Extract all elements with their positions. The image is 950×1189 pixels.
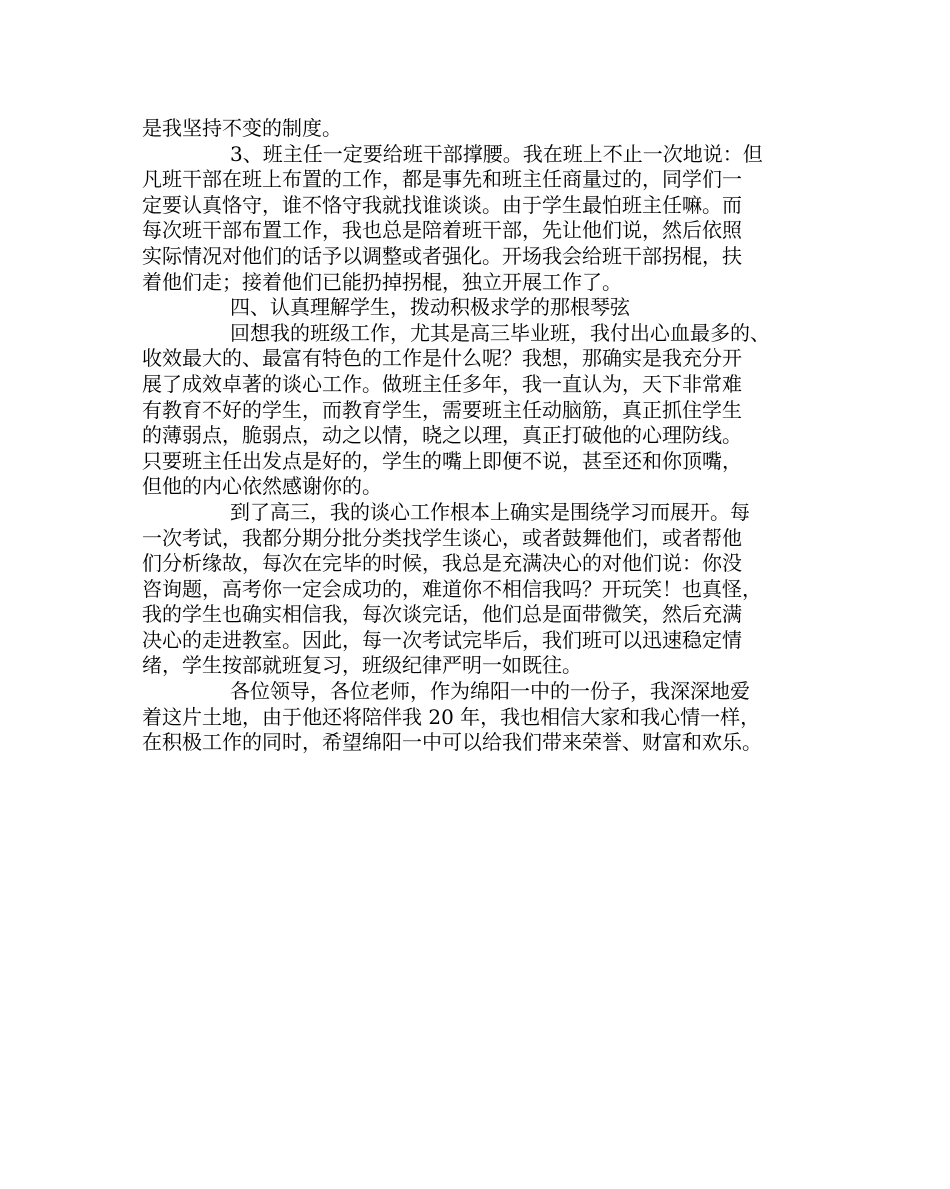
text-line: 凡班干部在班上布置的工作，都是事先和班主任商量过的，同学们一 bbox=[142, 167, 742, 192]
text-line: 到了高三，我的谈心工作根本上确实是围绕学习而展开。每 bbox=[230, 499, 750, 524]
text-line: 定要认真恪守，谁不恪守我就找谁谈谈。由于学生最怕班主任嘛。而 bbox=[142, 192, 742, 217]
text-line: 展了成效卓著的谈心工作。做班主任多年，我一直认为，天下非常难 bbox=[142, 371, 742, 396]
text-line: 3、班主任一定要给班干部撑腰。我在班上不止一次地说：但 bbox=[230, 141, 763, 166]
text-line: 有教育不好的学生，而教育学生，需要班主任动脑筋，真正抓住学生 bbox=[142, 397, 742, 422]
text-line: 的薄弱点，脆弱点，动之以情，晓之以理，真正打破他的心理防线。 bbox=[142, 423, 742, 448]
text-line: 在积极工作的同时，希望绵阳一中可以给我们带来荣誉、财富和欢乐。 bbox=[142, 730, 762, 755]
text-line: 决心的走进教室。因此，每一次考试完毕后，我们班可以迅速稳定情 bbox=[142, 627, 742, 652]
text-line: 是我坚持不变的制度。 bbox=[142, 116, 342, 140]
text-line: 收效最大的、最富有特色的工作是什么呢？我想，那确实是我充分开 bbox=[142, 346, 742, 371]
section-heading: 四、认真理解学生，拨动积极求学的那根琴弦 bbox=[230, 295, 630, 320]
text-line: 回想我的班级工作，尤其是高三毕业班，我付出心血最多的、 bbox=[230, 320, 770, 345]
text-line: 我的学生也确实相信我，每次谈完话，他们总是面带微笑，然后充满 bbox=[142, 602, 742, 627]
text-line: 们分析缘故，每次在完毕的时候，我总是充满决心的对他们说：你没 bbox=[142, 551, 742, 576]
text-line: 各位领导，各位老师，作为绵阳一中的一份子，我深深地爱 bbox=[230, 679, 750, 704]
document-body bbox=[142, 116, 810, 756]
text-line: 着这片土地，由于他还将陪伴我 20 年，我也相信大家和我心情一样， bbox=[142, 704, 761, 729]
text-line: 但他的内心依然感谢你的。 bbox=[142, 474, 382, 499]
text-line: 每次班干部布置工作，我也总是陪着班干部，先让他们说，然后依照 bbox=[142, 218, 742, 243]
text-line: 实际情况对他们的话予以调整或者强化。开场我会给班干部拐棍，扶 bbox=[142, 243, 742, 268]
text-line: 着他们走；接着他们已能扔掉拐棍，独立开展工作了。 bbox=[142, 269, 622, 294]
text-line: 绪，学生按部就班复习，班级纪律严明一如既往。 bbox=[142, 653, 582, 678]
text-line: 只要班主任出发点是好的，学生的嘴上即便不说，甚至还和你顶嘴， bbox=[142, 448, 742, 473]
text-line: 咨询题，高考你一定会成功的，难道你不相信我吗？开玩笑！也真怪， bbox=[142, 576, 762, 601]
text-line: 一次考试，我都分期分批分类找学生谈心，或者鼓舞他们，或者帮他 bbox=[142, 525, 742, 550]
